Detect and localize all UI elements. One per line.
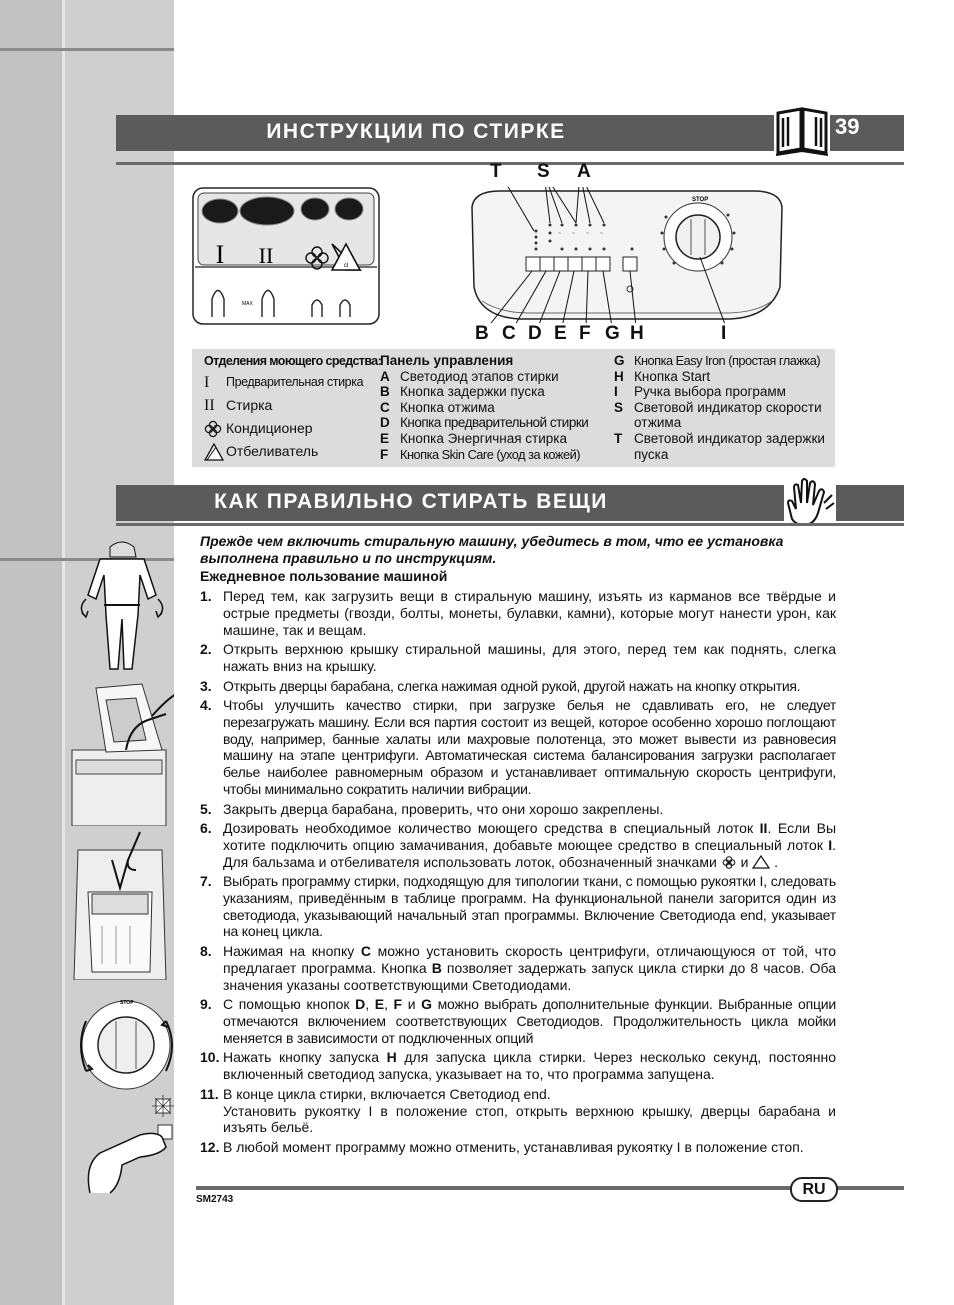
step-4 bbox=[200, 697, 836, 797]
legend-key: C bbox=[380, 399, 390, 415]
callout-c: C bbox=[502, 323, 516, 344]
open-lid-illustration bbox=[66, 680, 174, 826]
legend-label: Кнопка Start bbox=[634, 368, 711, 384]
legend-item-g bbox=[614, 353, 832, 369]
legend-key: S bbox=[614, 399, 624, 415]
callout-e: E bbox=[554, 323, 567, 344]
legend-row-bleach bbox=[204, 441, 384, 464]
step-text: можно установить скорость центрифуги, отличающуюся от той, что предлагает программа. Кнопка bbox=[223, 943, 837, 976]
language-badge: RU bbox=[790, 1177, 838, 1202]
step-text: Выбрать программу стирки, подходящую для типологии ткани, с помощью рукоятки I, следовать указаниям, приведённым в таблице программ. На функциональной панели загорится один из светодиода, указывающий начальный этап программы. Включение Светодиода end, указывает на конец цикла. bbox=[223, 873, 836, 940]
book-icon bbox=[772, 103, 832, 159]
step-text: Чтобы улучшить качество стирки, при загрузке белья не сдавливать его, не следует перезагружать машину. Если вся партия состоит из вещей, которое особенно хорошо поглощают воду, например, банные халаты или махровые полотенца, это может вывести из равновесия машину на этапе центрифуги. Автоматическая система балансирования загрузки располагает белье наиболее равномерным образом и устанавливает оптимальную скорость центрифуги, чтобы минимально сократить наличии вибрации. bbox=[223, 697, 836, 797]
step-bold: B bbox=[431, 959, 442, 976]
legend-label: Кнопка предварительной стирки bbox=[400, 415, 589, 431]
document-code: SM2743 bbox=[196, 1194, 234, 1205]
step-bold: II bbox=[759, 820, 768, 837]
step-number: 6. bbox=[200, 820, 212, 837]
callout-t: T bbox=[490, 161, 502, 182]
step-text: С помощью кнопок bbox=[223, 996, 350, 1013]
divider bbox=[116, 523, 904, 526]
empty-pockets-illustration bbox=[70, 535, 174, 675]
legend-label: Светодиод этапов стирки bbox=[400, 368, 559, 384]
step-bold: H bbox=[386, 1049, 397, 1066]
callout-h: H bbox=[630, 323, 644, 344]
flower-icon bbox=[721, 856, 737, 869]
legend-item-e bbox=[380, 431, 610, 447]
legend-key: A bbox=[380, 368, 390, 384]
prewash-symbol: I bbox=[204, 374, 210, 392]
step-text: Открыть дверцы барабана, слегка нажимая одной рукой, другой нажать на кнопку открытия. bbox=[223, 677, 801, 694]
legend-label: Кнопка задержки пуска bbox=[400, 384, 545, 400]
step-text: и bbox=[740, 853, 749, 870]
panel-legend-title: Панель управления bbox=[380, 353, 514, 368]
panel-legend bbox=[380, 353, 610, 462]
section-title: КАК ПРАВИЛЬНО СТИРАТЬ ВЕЩИ bbox=[214, 490, 608, 513]
step-text: В конце цикла стирки, включается Светодиод end. bbox=[223, 1085, 551, 1102]
step-number: 7. bbox=[200, 873, 212, 890]
wash-label: Стирка bbox=[226, 397, 273, 414]
legend-key: H bbox=[614, 368, 624, 384]
step-number: 12. bbox=[200, 1138, 220, 1155]
legend-item-b bbox=[380, 384, 610, 400]
step-text: . Если Вы хотите подключить опцию замачивания, добавьте моющее средство в специальный лоток bbox=[223, 820, 837, 853]
step-number: 2. bbox=[200, 641, 212, 658]
instructions-body bbox=[200, 533, 836, 1156]
step-8 bbox=[200, 943, 836, 993]
step-text: Дозировать необходимое количество моющего средства в специальный лоток bbox=[223, 820, 754, 837]
step-number: 1. bbox=[200, 588, 212, 605]
bleach-icon bbox=[752, 855, 770, 869]
step-text: можно выбрать дополнительные функции. Выбранные опции отмечаются включением соответствующих Светодиодов. Продолжительность цикла мойки меняется в зависимости от подключенных опций bbox=[223, 996, 837, 1046]
step-12 bbox=[200, 1139, 836, 1156]
step-text: , bbox=[365, 996, 370, 1013]
legend-key: I bbox=[614, 384, 618, 400]
section-title: ИНСТРУКЦИИ ПО СТИРКЕ bbox=[266, 120, 566, 143]
intro-text: Прежде чем включить стиральную машину, убедитесь в том, что ее установка выполнена правильно и по инструкциям. bbox=[200, 533, 784, 566]
callout-a: A bbox=[577, 161, 591, 182]
legend-row-prewash bbox=[204, 372, 384, 395]
step-bold: C bbox=[360, 943, 371, 960]
legend-key: B bbox=[380, 384, 390, 400]
legend-label: Кнопка Skin Care (уход за кожей) bbox=[400, 446, 580, 462]
legend-item-f bbox=[380, 447, 610, 463]
step-2 bbox=[200, 641, 836, 674]
legend-key: T bbox=[614, 430, 623, 446]
step-text: и bbox=[407, 996, 416, 1013]
step-text: Нажать кнопку запуска bbox=[223, 1049, 380, 1066]
dispenser-mark-ii: II bbox=[258, 243, 274, 268]
step-bold: G bbox=[421, 996, 433, 1013]
legend-item-h bbox=[614, 369, 832, 385]
control-panel-diagram bbox=[470, 187, 784, 323]
legend-item-c bbox=[380, 400, 610, 416]
softener-label: Кондиционер bbox=[226, 420, 313, 437]
step-7 bbox=[200, 873, 836, 940]
step-5 bbox=[200, 801, 836, 818]
legend-item-a bbox=[380, 369, 610, 385]
step-9 bbox=[200, 996, 836, 1046]
step-text: , bbox=[384, 996, 388, 1013]
callout-d: D bbox=[528, 323, 542, 344]
legend-key: D bbox=[380, 415, 390, 431]
max-mark: MAX bbox=[242, 301, 253, 307]
step-text: . bbox=[774, 853, 779, 870]
step-bold: E bbox=[374, 996, 385, 1013]
legend-label: Кнопка Easy Iron (простая глажка) bbox=[634, 353, 821, 368]
detergent-legend bbox=[204, 354, 384, 464]
legend-key: E bbox=[380, 430, 390, 446]
callout-s: S bbox=[537, 161, 550, 182]
step-6 bbox=[200, 820, 836, 870]
legend-key: G bbox=[614, 353, 625, 368]
legend-item-s bbox=[614, 400, 832, 431]
svg-text:cl: cl bbox=[343, 263, 349, 269]
legend-label: Световой индикатор задержки пуска bbox=[634, 430, 825, 462]
svg-text:~: ~ bbox=[600, 231, 603, 237]
dispenser-mark-i: I bbox=[215, 240, 225, 269]
legend-label: Кнопка отжима bbox=[400, 399, 495, 415]
legend-row-wash bbox=[204, 395, 384, 418]
step-number: 3. bbox=[200, 677, 212, 694]
callout-b: B bbox=[475, 323, 489, 344]
bleach-label: Отбеливатель bbox=[226, 443, 319, 460]
svg-text:~: ~ bbox=[572, 231, 575, 237]
load-detergent-illustration bbox=[66, 830, 174, 980]
step-number: 4. bbox=[200, 697, 212, 714]
svg-text:STOP: STOP bbox=[120, 1000, 134, 1006]
step-number: 9. bbox=[200, 996, 212, 1013]
callout-i: I bbox=[721, 323, 727, 344]
divider bbox=[116, 162, 904, 165]
dial-stop-label: STOP bbox=[692, 197, 709, 203]
margin-line bbox=[0, 48, 174, 51]
subtitle: Ежедневное пользование машиной bbox=[200, 568, 448, 585]
bleach-icon bbox=[204, 443, 226, 461]
legend-label: Кнопка Энергичная стирка bbox=[400, 430, 567, 446]
step-bold: I bbox=[828, 836, 833, 853]
flower-icon bbox=[204, 420, 226, 438]
left-margin-inner bbox=[0, 0, 65, 1305]
step-10 bbox=[200, 1049, 836, 1082]
step-text: . Для бальзама и отбеливателя использовать лоток, обозначенный значками bbox=[223, 836, 837, 870]
step-text: для запуска цикла стирки. Через несколько секунд, постоянно включенный светодиод запуска, указывает на то, что программа запущена. bbox=[223, 1049, 836, 1083]
wash-symbol: II bbox=[204, 397, 215, 415]
legend-item-i bbox=[614, 384, 832, 400]
step-3 bbox=[200, 678, 836, 695]
panel-legend-2 bbox=[614, 353, 832, 462]
legend-label: Ручка выбора программ bbox=[634, 384, 786, 400]
hand-icon bbox=[784, 473, 836, 529]
page-number: 39 bbox=[835, 114, 860, 139]
step-number: 10. bbox=[200, 1049, 220, 1066]
svg-text:~: ~ bbox=[558, 231, 561, 237]
legend-item-t bbox=[614, 431, 832, 462]
step-1 bbox=[200, 588, 836, 638]
legend-box bbox=[192, 349, 835, 467]
detergent-legend-title: Отделения моющего средства: bbox=[204, 354, 382, 368]
step-text: Закрыть дверца барабана, проверить, что они хорошо закреплены. bbox=[223, 800, 664, 817]
legend-row-softener bbox=[204, 418, 384, 441]
step-text: Нажимая на кнопку bbox=[223, 943, 355, 960]
legend-label: Световой индикатор скорости отжима bbox=[634, 399, 822, 431]
step-bold: F bbox=[393, 996, 403, 1013]
step-bold: D bbox=[355, 996, 366, 1013]
callout-g: G bbox=[605, 323, 620, 344]
legend-item-d bbox=[380, 415, 610, 431]
step-number: 8. bbox=[200, 943, 212, 960]
step-text: Перед тем, как загрузить вещи в стиральную машину, изъять из карманов все твёрдые и острые предметы (гвозди, болты, монеты, булавки, камни), которые могут нанести урон, как машине, так и вещам. bbox=[223, 588, 836, 638]
step-number: 11. bbox=[200, 1085, 219, 1102]
step-text: В любой момент программу можно отменить, устанавливая рукоятку I в положение стоп. bbox=[223, 1138, 804, 1155]
step-text: Открыть верхнюю крышку стиральной машины, для этого, перед тем как поднять, слегка нажать вниз на крышку. bbox=[223, 641, 836, 674]
legend-key: F bbox=[380, 446, 389, 462]
svg-text:~: ~ bbox=[586, 231, 589, 237]
step-text: Установить рукоятку I в положение стоп, открыть верхнюю крышку, дверцы барабана и изъять бельё. bbox=[223, 1102, 836, 1136]
press-start-illustration bbox=[80, 1095, 176, 1195]
step-text: позволяет задержать запуск цикла стирки до 8 часов. Оба значения указаны соответствующими Светодиодами. bbox=[223, 959, 836, 993]
program-dial-illustration bbox=[66, 995, 190, 1095]
callout-f: F bbox=[579, 323, 591, 344]
step-number: 5. bbox=[200, 800, 212, 817]
step-11 bbox=[200, 1086, 836, 1136]
prewash-label: Предварительная стирка bbox=[226, 375, 364, 390]
detergent-dispenser-diagram bbox=[192, 187, 380, 325]
